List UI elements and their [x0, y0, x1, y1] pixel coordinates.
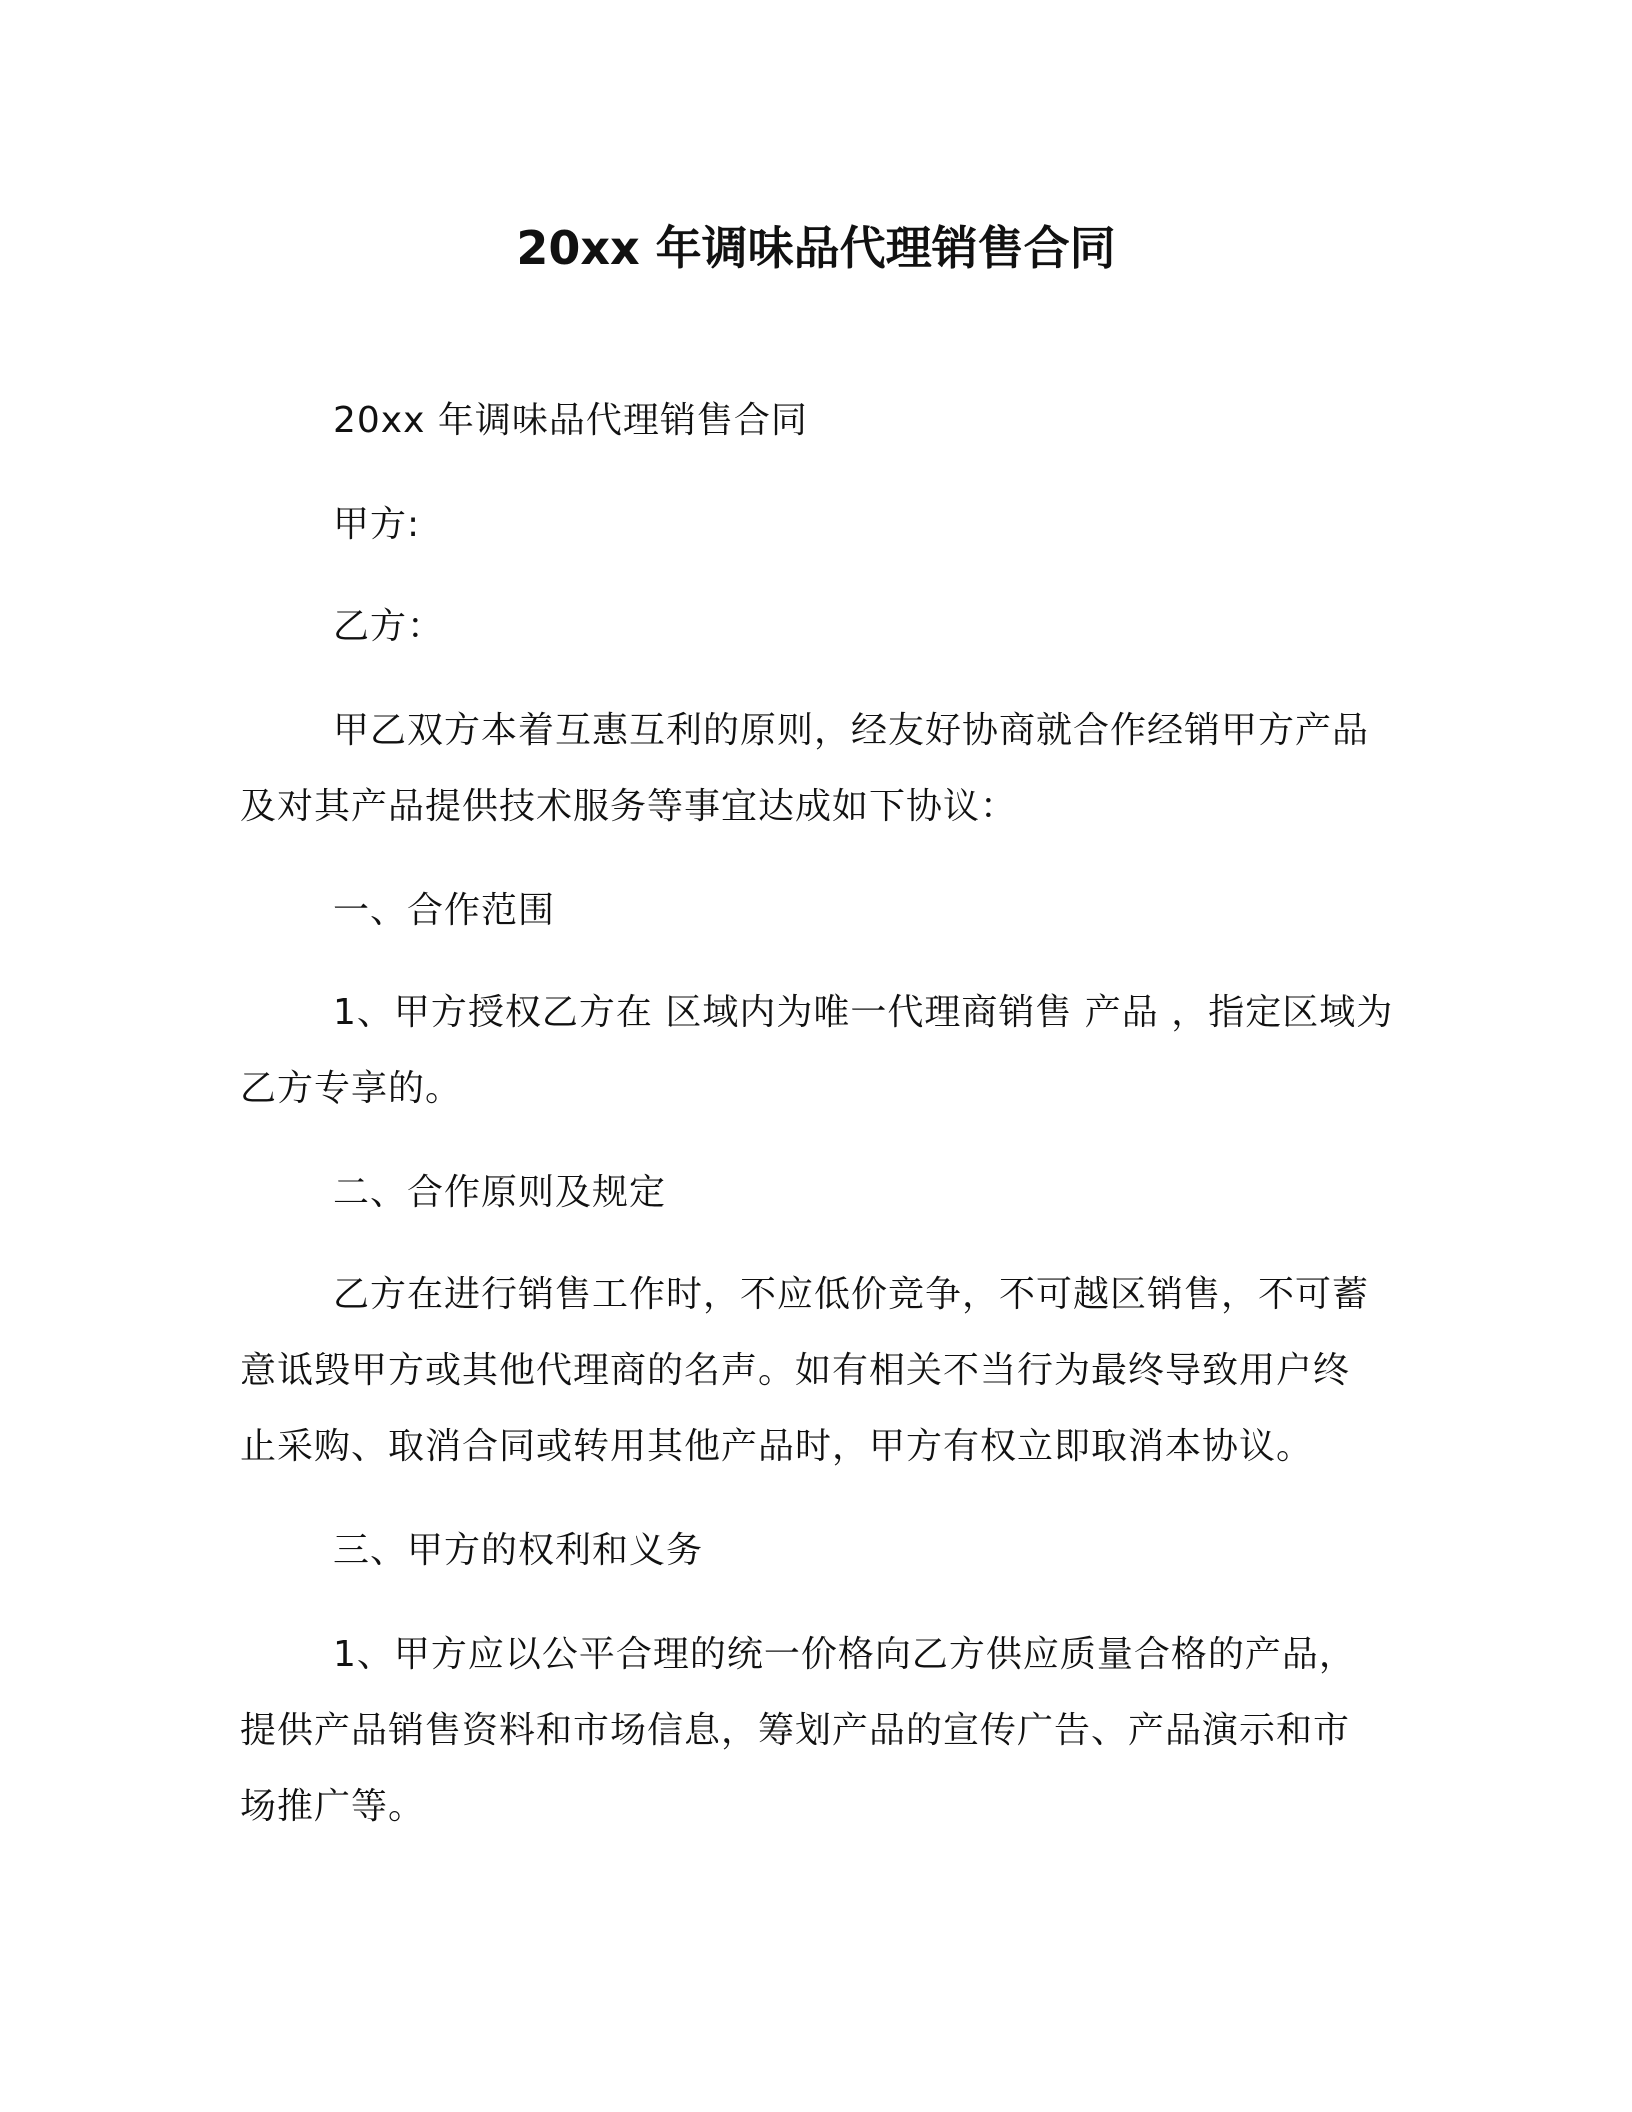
section-heading-3: 三、甲方的权利和义务: [333, 1530, 704, 1571]
section-heading-1: 一、合作范围: [333, 890, 556, 931]
clause-3-1-line-3: 场推广等。: [240, 1786, 426, 1827]
party-a-line: 甲方:: [333, 504, 421, 545]
section-heading-2: 二、合作原则及规定: [333, 1172, 667, 1213]
clause-3-1-line-2: 提供产品销售资料和市场信息，筹划产品的宣传广告、产品演示和市: [240, 1710, 1351, 1751]
party-b-line: 乙方：: [333, 606, 445, 647]
subtitle-line: 20xx 年调味品代理销售合同: [333, 400, 808, 441]
intro-paragraph-line-2: 及对其产品提供技术服务等事宜达成如下协议：: [240, 786, 1018, 827]
clause-2-line-1: 乙方在进行销售工作时，不应低价竞争，不可越区销售，不可蓄: [333, 1274, 1370, 1315]
clause-2-line-2: 意诋毁甲方或其他代理商的名声。如有相关不当行为最终导致用户终: [240, 1350, 1351, 1391]
clause-1-1-line-2: 乙方专享的。: [240, 1068, 463, 1109]
clause-2-line-3: 止采购、取消合同或转用其他产品时，甲方有权立即取消本协议。: [240, 1426, 1314, 1467]
intro-paragraph-line-1: 甲乙双方本着互惠互利的原则，经友好协商就合作经销甲方产品: [333, 710, 1370, 751]
clause-1-1-line-1: 1、甲方授权乙方在 区域内为唯一代理商销售 产品 ，指定区域为: [333, 992, 1394, 1033]
document-title: 20xx 年调味品代理销售合同: [516, 221, 1116, 275]
clause-3-1-line-1: 1、甲方应以公平合理的统一价格向乙方供应质量合格的产品，: [333, 1634, 1356, 1675]
